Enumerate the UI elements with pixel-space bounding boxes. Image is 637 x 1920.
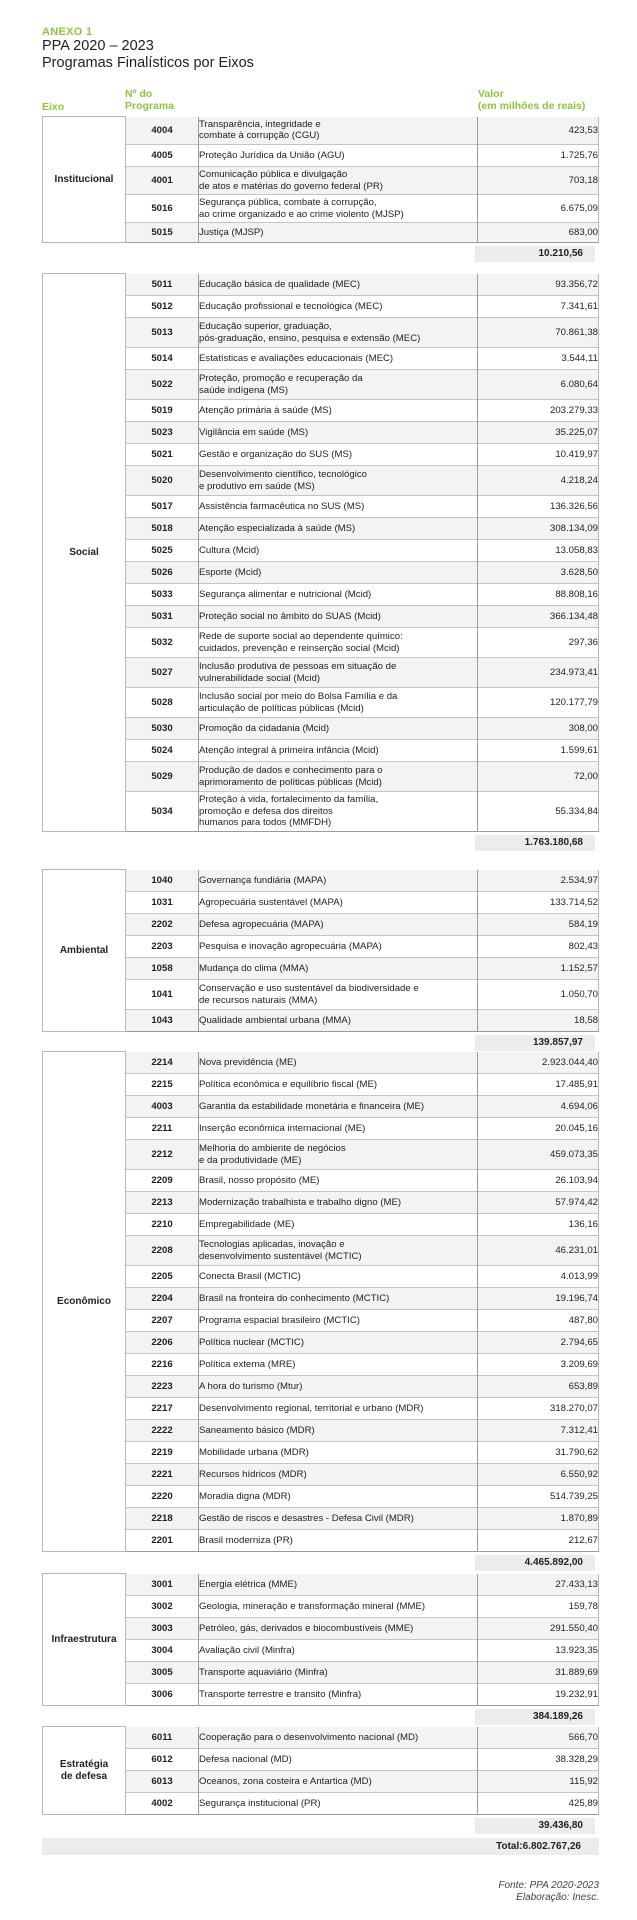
program-value: 318.270,07 [478, 1398, 599, 1420]
table-row [43, 1010, 599, 1032]
table-row [43, 1096, 599, 1118]
table-row [43, 223, 599, 243]
program-code: 5028 [126, 688, 199, 718]
table-row [43, 1749, 599, 1771]
program-value: 487,80 [478, 1310, 599, 1332]
table-row [43, 628, 599, 658]
table-row [43, 1288, 599, 1310]
program-code: 4004 [126, 117, 199, 145]
program-value: 2.923.044,40 [478, 1052, 599, 1074]
program-name: Educação superior, graduação, pós-graduação, ensino, pesquisa e extensão (MEC) [199, 318, 478, 348]
program-value: 2.534,97 [478, 870, 599, 892]
program-value: 1.870,89 [478, 1508, 599, 1530]
program-name: Cultura (Mcid) [199, 540, 478, 562]
column-header-programa-line2: Programa [125, 100, 175, 112]
program-value: 234.973,41 [478, 658, 599, 688]
program-name: Inserção econômica internacional (ME) [199, 1118, 478, 1140]
program-name: Proteção social no âmbito do SUAS (Mcid) [199, 606, 478, 628]
program-value: 70.861,38 [478, 318, 599, 348]
program-value: 17.485,91 [478, 1074, 599, 1096]
table-row [43, 444, 599, 466]
program-code: 2205 [126, 1266, 199, 1288]
program-name: Conecta Brasil (MCTIC) [199, 1266, 478, 1288]
program-value: 26.103,94 [478, 1170, 599, 1192]
program-name: Avaliação civil (Minfra) [199, 1640, 478, 1662]
program-code: 5013 [126, 318, 199, 348]
program-code: 3002 [126, 1596, 199, 1618]
program-code: 5023 [126, 422, 199, 444]
program-code: 2204 [126, 1288, 199, 1310]
program-code: 3001 [126, 1574, 199, 1596]
table-row [43, 658, 599, 688]
table-row [43, 1618, 599, 1640]
program-code: 2210 [126, 1214, 199, 1236]
program-code: 1041 [126, 980, 199, 1010]
program-name: Mudança do clima (MMA) [199, 958, 478, 980]
program-code: 4002 [126, 1793, 199, 1815]
table-row [43, 1486, 599, 1508]
program-code: 5029 [126, 762, 199, 792]
program-name: Mobilidade urbana (MDR) [199, 1442, 478, 1464]
program-value: 203.279,33 [478, 400, 599, 422]
program-code: 5034 [126, 792, 199, 832]
grand-total-label: Total: [496, 1841, 523, 1852]
program-value: 31.889,69 [478, 1662, 599, 1684]
table-row [43, 1574, 599, 1596]
program-code: 1043 [126, 1010, 199, 1032]
program-code: 5012 [126, 296, 199, 318]
eixo-label: Econômico [43, 1052, 126, 1552]
program-name: Desenvolvimento científico, tecnológico e produtivo em saúde (MS) [199, 466, 478, 496]
program-value: 291.550,40 [478, 1618, 599, 1640]
table-row [43, 1354, 599, 1376]
program-value: 38.328,29 [478, 1749, 599, 1771]
program-code: 5033 [126, 584, 199, 606]
program-name: Moradia digna (MDR) [199, 1486, 478, 1508]
program-value: 88.808,16 [478, 584, 599, 606]
program-value: 4.013,99 [478, 1266, 599, 1288]
column-header-programa-line1: Nº do [125, 88, 153, 100]
program-value: 3.628,50 [478, 562, 599, 584]
table-row [43, 1376, 599, 1398]
program-name: Justiça (MJSP) [199, 223, 478, 243]
group-subtotal: 4.465.892,00 [475, 1555, 595, 1571]
column-header-valor-line2: (em milhões de reais) [478, 100, 586, 112]
table-row [43, 274, 599, 296]
program-name: Proteção à vida, fortalecimento da família, promoção e defesa dos direitos humanos para todos (MMFDH) [199, 792, 478, 832]
program-name: Qualidade ambiental urbana (MMA) [199, 1010, 478, 1032]
program-value: 19.196,74 [478, 1288, 599, 1310]
program-value: 7.341,61 [478, 296, 599, 318]
program-code: 5014 [126, 348, 199, 370]
program-name: Defesa nacional (MD) [199, 1749, 478, 1771]
program-code: 5020 [126, 466, 199, 496]
group-table-5 [42, 1726, 599, 1815]
footer [498, 1880, 599, 1904]
program-name: Melhoria do ambiente de negócios e da produtividade (ME) [199, 1140, 478, 1170]
column-header-eixo: Eixo [42, 101, 65, 113]
program-value: 136.326,56 [478, 496, 599, 518]
program-value: 57.974,42 [478, 1192, 599, 1214]
table-row [43, 1074, 599, 1096]
program-name: Segurança institucional (PR) [199, 1793, 478, 1815]
table-row [43, 1662, 599, 1684]
table-row [43, 1140, 599, 1170]
program-value: 584,19 [478, 914, 599, 936]
program-name: Conservação e uso sustentável da biodiversidade e de recursos naturais (MMA) [199, 980, 478, 1010]
program-name: Geologia, mineração e transformação mineral (MME) [199, 1596, 478, 1618]
program-name: Transporte terrestre e transito (Minfra) [199, 1684, 478, 1706]
program-name: Educação básica de qualidade (MEC) [199, 274, 478, 296]
program-code: 2207 [126, 1310, 199, 1332]
program-value: 6.675,09 [478, 195, 599, 223]
table-row [43, 870, 599, 892]
program-code: 5021 [126, 444, 199, 466]
program-name: Programa espacial brasileiro (MCTIC) [199, 1310, 478, 1332]
program-name: Segurança alimentar e nutricional (Mcid) [199, 584, 478, 606]
program-code: 6011 [126, 1727, 199, 1749]
program-name: Garantia da estabilidade monetária e financeira (ME) [199, 1096, 478, 1118]
program-value: 653,89 [478, 1376, 599, 1398]
grand-total-row [42, 1838, 599, 1855]
group-table-0 [42, 116, 599, 243]
program-code: 5015 [126, 223, 199, 243]
program-name: Atenção especializada à saúde (MS) [199, 518, 478, 540]
program-code: 2208 [126, 1236, 199, 1266]
table-row [43, 1170, 599, 1192]
program-name: Proteção, promoção e recuperação da saúde indígena (MS) [199, 370, 478, 400]
program-value: 1.050,70 [478, 980, 599, 1010]
table-row [43, 1596, 599, 1618]
program-name: Gestão de riscos e desastres - Defesa Civil (MDR) [199, 1508, 478, 1530]
table-row [43, 958, 599, 980]
program-code: 2217 [126, 1398, 199, 1420]
table-row [43, 1530, 599, 1552]
program-name: Assistência farmacêutica no SUS (MS) [199, 496, 478, 518]
program-value: 297,36 [478, 628, 599, 658]
program-value: 133.714,52 [478, 892, 599, 914]
program-code: 2218 [126, 1508, 199, 1530]
program-name: Segurança pública, combate à corrupção, ao crime organizado e ao crime violento (MJSP) [199, 195, 478, 223]
annex-label: ANEXO 1 [42, 26, 93, 38]
program-name: Energia elétrica (MME) [199, 1574, 478, 1596]
program-code: 3003 [126, 1618, 199, 1640]
program-code: 2203 [126, 936, 199, 958]
program-value: 514.739,25 [478, 1486, 599, 1508]
program-name: Atenção integral à primeira infância (Mcid) [199, 740, 478, 762]
table-row [43, 792, 599, 832]
program-name: Gestão e organização do SUS (MS) [199, 444, 478, 466]
program-value: 425,89 [478, 1793, 599, 1815]
program-name: Tecnologias aplicadas, inovação e desenvolvimento sustentável (MCTIC) [199, 1236, 478, 1266]
program-name: Atenção primária à saúde (MS) [199, 400, 478, 422]
program-value: 366.134,48 [478, 606, 599, 628]
program-value: 459.073,35 [478, 1140, 599, 1170]
table-row [43, 1310, 599, 1332]
program-code: 4003 [126, 1096, 199, 1118]
table-row [43, 762, 599, 792]
column-header-valor-line1: Valor [478, 88, 504, 100]
program-code: 2201 [126, 1530, 199, 1552]
program-code: 4001 [126, 167, 199, 195]
table-row [43, 1684, 599, 1706]
program-code: 2215 [126, 1074, 199, 1096]
table-row [43, 318, 599, 348]
program-value: 566,70 [478, 1727, 599, 1749]
program-value: 4.694,06 [478, 1096, 599, 1118]
program-value: 10.419,97 [478, 444, 599, 466]
group-table-1 [42, 273, 599, 832]
table-row [43, 718, 599, 740]
table-row [43, 606, 599, 628]
table-row [43, 1398, 599, 1420]
table-row [43, 117, 599, 145]
program-name: Empregabilidade (ME) [199, 1214, 478, 1236]
program-name: Brasil na fronteira do conhecimento (MCTIC) [199, 1288, 478, 1310]
table-row [43, 496, 599, 518]
program-value: 115,92 [478, 1771, 599, 1793]
program-name: Brasil, nosso propósito (ME) [199, 1170, 478, 1192]
program-name: Nova previdência (ME) [199, 1052, 478, 1074]
program-code: 2222 [126, 1420, 199, 1442]
table-row [43, 1464, 599, 1486]
program-name: Brasil moderniza (PR) [199, 1530, 478, 1552]
program-name: Educação profissional e tecnológica (MEC) [199, 296, 478, 318]
program-code: 5027 [126, 658, 199, 688]
program-code: 5025 [126, 540, 199, 562]
program-name: Comunicação pública e divulgação de atos e matérias do governo federal (PR) [199, 167, 478, 195]
table-row [43, 1236, 599, 1266]
table-row [43, 1771, 599, 1793]
eixo-label: Estratégia de defesa [43, 1727, 126, 1815]
program-value: 20.045,16 [478, 1118, 599, 1140]
program-code: 5026 [126, 562, 199, 584]
group-subtotal: 10.210,56 [475, 246, 595, 262]
table-row [43, 518, 599, 540]
program-value: 4.218,24 [478, 466, 599, 496]
program-name: Agropecuária sustentável (MAPA) [199, 892, 478, 914]
table-row [43, 1332, 599, 1354]
grand-total-value: 6.802.767,26 [522, 1841, 581, 1852]
program-name: Política nuclear (MCTIC) [199, 1332, 478, 1354]
program-code: 5019 [126, 400, 199, 422]
program-value: 46.231,01 [478, 1236, 599, 1266]
table-row [43, 296, 599, 318]
table-row [43, 980, 599, 1010]
program-value: 308,00 [478, 718, 599, 740]
program-code: 5017 [126, 496, 199, 518]
table-row [43, 195, 599, 223]
program-name: Saneamento básico (MDR) [199, 1420, 478, 1442]
program-value: 423,53 [478, 117, 599, 145]
table-row [43, 370, 599, 400]
program-value: 19.232,91 [478, 1684, 599, 1706]
program-value: 31.790,62 [478, 1442, 599, 1464]
program-value: 3.544,11 [478, 348, 599, 370]
program-value: 703,18 [478, 167, 599, 195]
program-code: 5016 [126, 195, 199, 223]
program-code: 5022 [126, 370, 199, 400]
program-code: 5031 [126, 606, 199, 628]
program-code: 2213 [126, 1192, 199, 1214]
table-row [43, 348, 599, 370]
program-code: 2214 [126, 1052, 199, 1074]
title-line-1: PPA 2020 – 2023 [42, 38, 154, 54]
program-name: Governança fundiária (MAPA) [199, 870, 478, 892]
program-name: Recursos hídricos (MDR) [199, 1464, 478, 1486]
table-row [43, 892, 599, 914]
table-row [43, 562, 599, 584]
program-value: 6.080,64 [478, 370, 599, 400]
table-row [43, 688, 599, 718]
group-subtotal: 39.436,80 [475, 1818, 595, 1834]
table-row [43, 1192, 599, 1214]
program-code: 1040 [126, 870, 199, 892]
program-name: Promoção da cidadania (Mcid) [199, 718, 478, 740]
program-value: 35.225,07 [478, 422, 599, 444]
program-name: Inclusão social por meio do Bolsa Família e da articulação de políticas públicas (Mcid) [199, 688, 478, 718]
program-value: 683,00 [478, 223, 599, 243]
program-value: 1.599,61 [478, 740, 599, 762]
footer-elaboration: Elaboração: Inesc. [516, 1892, 599, 1903]
program-name: Política externa (MRE) [199, 1354, 478, 1376]
column-header-programa [125, 88, 174, 112]
eixo-label: Infraestrutura [43, 1574, 126, 1706]
eixo-label: Social [43, 274, 126, 832]
eixo-label: Ambiental [43, 870, 126, 1032]
table-row [43, 1793, 599, 1815]
table-row [43, 584, 599, 606]
program-code: 1058 [126, 958, 199, 980]
program-name: Petróleo, gás, derivados e biocombustíveis (MME) [199, 1618, 478, 1640]
program-value: 72,00 [478, 762, 599, 792]
table-row [43, 400, 599, 422]
table-row [43, 1508, 599, 1530]
program-code: 4005 [126, 145, 199, 167]
group-subtotal: 1.763.180,68 [475, 835, 595, 851]
program-name: Vigilância em saúde (MS) [199, 422, 478, 444]
program-name: Produção de dados e conhecimento para o aprimoramento de políticas públicas (Mcid) [199, 762, 478, 792]
table-row [43, 540, 599, 562]
document-header [42, 26, 254, 72]
program-value: 120.177,79 [478, 688, 599, 718]
group-table-4 [42, 1573, 599, 1706]
program-value: 18,58 [478, 1010, 599, 1032]
footer-source: Fonte: PPA 2020-2023 [498, 1880, 599, 1891]
program-value: 7.312,41 [478, 1420, 599, 1442]
program-code: 5018 [126, 518, 199, 540]
table-row [43, 1727, 599, 1749]
program-code: 2220 [126, 1486, 199, 1508]
group-table-3 [42, 1051, 599, 1552]
program-name: Transparência, integridade e combate à corrupção (CGU) [199, 117, 478, 145]
column-header-valor [478, 88, 585, 112]
table-row [43, 740, 599, 762]
program-code: 2212 [126, 1140, 199, 1170]
program-name: Estatísticas e avaliações educacionais (MEC) [199, 348, 478, 370]
program-code: 2221 [126, 1464, 199, 1486]
program-value: 802,43 [478, 936, 599, 958]
program-value: 212,67 [478, 1530, 599, 1552]
program-code: 2206 [126, 1332, 199, 1354]
program-value: 159,78 [478, 1596, 599, 1618]
eixo-label: Institucional [43, 117, 126, 243]
program-code: 5024 [126, 740, 199, 762]
program-value: 308.134,09 [478, 518, 599, 540]
program-code: 2219 [126, 1442, 199, 1464]
program-value: 13.923,35 [478, 1640, 599, 1662]
program-code: 3005 [126, 1662, 199, 1684]
group-table-2 [42, 869, 599, 1032]
group-subtotal: 384.189,26 [475, 1709, 595, 1725]
program-name: Oceanos, zona costeira e Antartica (MD) [199, 1771, 478, 1793]
table-row [43, 936, 599, 958]
program-code: 5032 [126, 628, 199, 658]
program-value: 27.433,13 [478, 1574, 599, 1596]
program-value: 55.334,84 [478, 792, 599, 832]
program-value: 6.550,92 [478, 1464, 599, 1486]
program-name: Inclusão produtiva de pessoas em situação de vulnerabilidade social (Mcid) [199, 658, 478, 688]
program-code: 2211 [126, 1118, 199, 1140]
program-name: Esporte (Mcid) [199, 562, 478, 584]
program-code: 5011 [126, 274, 199, 296]
table-row [43, 914, 599, 936]
program-name: Política econômica e equilíbrio fiscal (ME) [199, 1074, 478, 1096]
group-subtotal: 139.857,97 [475, 1035, 595, 1051]
title-line-2: Programas Finalísticos por Eixos [42, 55, 254, 71]
program-name: Defesa agropecuária (MAPA) [199, 914, 478, 936]
program-code: 2223 [126, 1376, 199, 1398]
program-name: Cooperação para o desenvolvimento nacional (MD) [199, 1727, 478, 1749]
table-row [43, 1640, 599, 1662]
program-name: Rede de suporte social ao dependente químico: cuidados, prevenção e reinserção social (Mcid) [199, 628, 478, 658]
table-row [43, 1266, 599, 1288]
program-name: Transporte aquaviário (Minfra) [199, 1662, 478, 1684]
table-row [43, 1052, 599, 1074]
table-row [43, 466, 599, 496]
program-value: 1.725,76 [478, 145, 599, 167]
program-code: 1031 [126, 892, 199, 914]
program-name: A hora do turismo (Mtur) [199, 1376, 478, 1398]
program-code: 2209 [126, 1170, 199, 1192]
program-code: 3004 [126, 1640, 199, 1662]
table-row [43, 167, 599, 195]
program-value: 1.152,57 [478, 958, 599, 980]
program-name: Desenvolvimento regional, territorial e urbano (MDR) [199, 1398, 478, 1420]
table-row [43, 1442, 599, 1464]
program-code: 3006 [126, 1684, 199, 1706]
table-row [43, 145, 599, 167]
program-value: 93.356,72 [478, 274, 599, 296]
program-value: 3.209,69 [478, 1354, 599, 1376]
program-code: 5030 [126, 718, 199, 740]
program-value: 13.058,83 [478, 540, 599, 562]
program-code: 2202 [126, 914, 199, 936]
table-row [43, 1118, 599, 1140]
program-code: 6012 [126, 1749, 199, 1771]
table-row [43, 1420, 599, 1442]
program-code: 6013 [126, 1771, 199, 1793]
program-name: Pesquisa e inovação agropecuária (MAPA) [199, 936, 478, 958]
program-code: 2216 [126, 1354, 199, 1376]
table-row [43, 1214, 599, 1236]
program-value: 136,16 [478, 1214, 599, 1236]
program-name: Proteção Jurídica da União (AGU) [199, 145, 478, 167]
table-row [43, 422, 599, 444]
program-value: 2.794,65 [478, 1332, 599, 1354]
program-name: Modernização trabalhista e trabalho digno (ME) [199, 1192, 478, 1214]
